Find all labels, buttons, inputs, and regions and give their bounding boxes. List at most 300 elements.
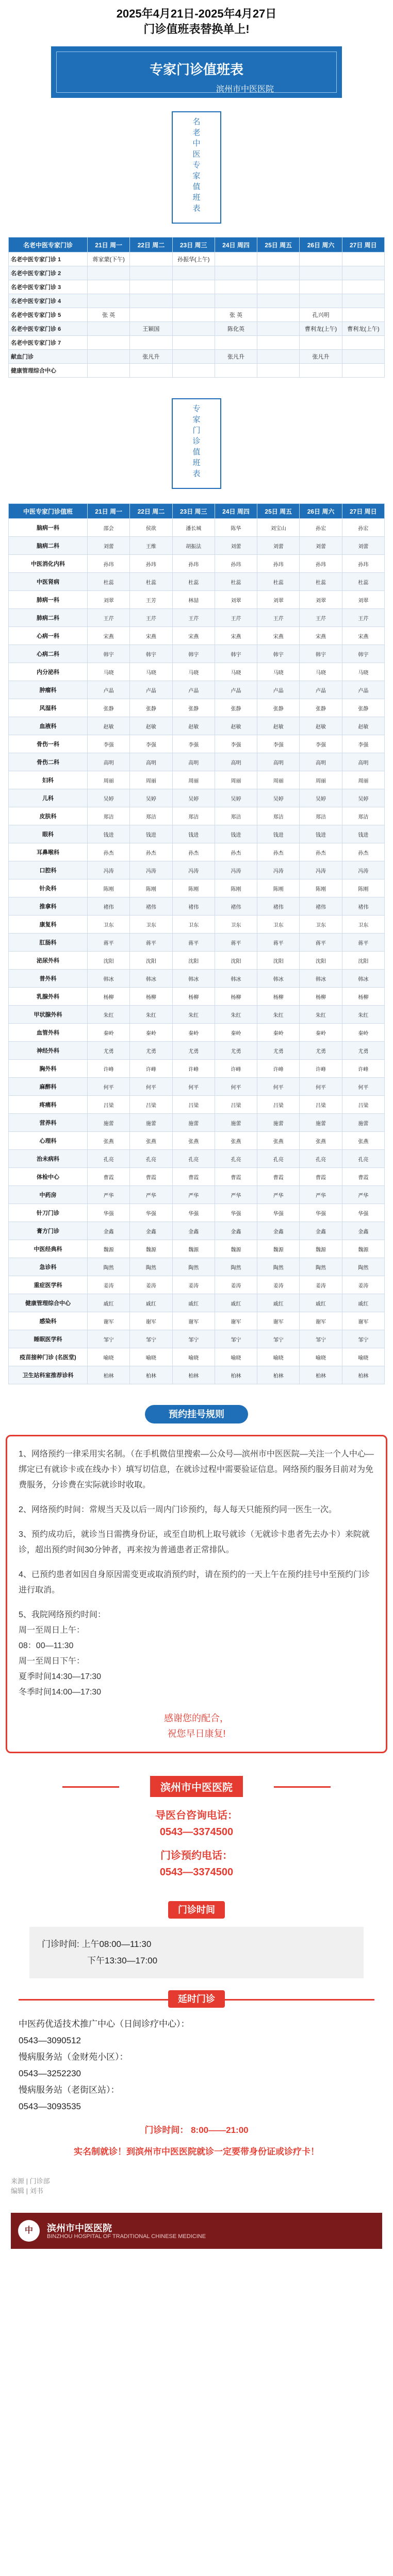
table-row [9,861,385,879]
table-row [9,1312,385,1330]
schedule-cell: 韩宇 [342,645,384,663]
schedule-cell: 卫东 [215,916,257,934]
schedule-cell: 张燕 [342,1132,384,1150]
bottom-banner [11,2213,382,2249]
header-banner [51,46,342,98]
schedule-cell: 严华 [172,1186,215,1204]
schedule-cell [300,266,342,280]
row-label: 血管外科 [9,1024,88,1042]
schedule-cell: 沈阳 [130,952,172,970]
table-row [9,1150,385,1168]
row-label: 脑病二科 [9,537,88,555]
schedule-cell: 卢晶 [88,681,130,699]
row-label: 健康管理综合中心 [9,364,88,378]
night-line[interactable]: 0543—3252230 [19,2069,81,2078]
hours-afternoon: 下午13:30—17:00 [87,1956,158,1965]
banner-title: 专家门诊值班表 [149,62,243,77]
schedule-cell: 韩冰 [88,970,130,988]
schedule-cell: 柏林 [172,1366,215,1384]
schedule-cell: 孔亮 [215,1150,257,1168]
row-label: 感染科 [9,1312,88,1330]
schedule-cell: 卢晶 [172,681,215,699]
phone-block [62,1807,331,1880]
table-header [9,238,385,252]
schedule-cell: 严华 [257,1186,300,1204]
schedule-cell: 冯涛 [300,861,342,879]
schedule-cell: 杨柳 [172,988,215,1006]
schedule-cell: 许峰 [130,1060,172,1078]
schedule-cell: 孙杰 [130,843,172,861]
schedule-cell: 张燕 [215,1132,257,1150]
schedule-cell: 朱红 [172,1006,215,1024]
schedule-cell: 戚红 [257,1294,300,1312]
column-header-day: 21日 周一 [88,504,130,519]
schedule-cell: 冯涛 [130,861,172,879]
schedule-cell: 沈阳 [172,952,215,970]
schedule-cell [257,322,300,336]
table-row [9,771,385,789]
schedule-cell: 吴婷 [342,789,384,807]
schedule-cell: 周丽 [130,771,172,789]
schedule-cell: 宋燕 [215,627,257,645]
schedule-cell: 陶然 [172,1258,215,1276]
section1-table-wrap [0,237,393,378]
schedule-cell [130,308,172,322]
table-row [9,1186,385,1204]
schedule-cell: 林喆 [172,591,215,609]
schedule-cell: 高明 [300,753,342,771]
schedule-cell: 何平 [130,1078,172,1096]
table-row [9,1240,385,1258]
schedule-cell: 杜蕊 [257,573,300,591]
schedule-cell [88,294,130,308]
column-header-day: 27日 周日 [342,238,384,252]
schedule-cell: 蒋平 [215,934,257,952]
schedule-cell: 吕梁 [88,1096,130,1114]
night-line[interactable]: 0543—3093535 [19,2102,81,2111]
schedule-cell: 喻晓 [257,1348,300,1366]
schedule-cell: 喻晓 [342,1348,384,1366]
table-row [9,1024,385,1042]
schedule-cell: 尤勇 [342,1042,384,1060]
schedule-cell: 谢军 [172,1312,215,1330]
table-row [9,1132,385,1150]
schedule-cell: 钱进 [300,825,342,843]
schedule-cell: 周丽 [300,771,342,789]
schedule-cell: 吕梁 [300,1096,342,1114]
schedule-cell: 曹霞 [257,1168,300,1186]
table-row [9,591,385,609]
schedule-cell: 张 英 [88,308,130,322]
schedule-cell: 卫东 [257,916,300,934]
schedule-cell [88,364,130,378]
schedule-cell [172,350,215,364]
column-header-day: 24日 周四 [215,238,257,252]
schedule-cell: 钱进 [342,825,384,843]
column-header-day: 26日 周六 [300,504,342,519]
week-range: 2025年4月21日-2025年4月27日 [116,7,277,20]
column-header-day: 25日 周五 [257,238,300,252]
table-row [9,879,385,897]
rule-paragraph: 5、我院网络预约时间： 周一至周日上午： 08：00—11:30 周一至周日下午： 夏季时间14:30—17:30 冬季时间14:00—17:30 [19,1611,106,1697]
table-row [9,627,385,645]
schedule-cell: 周丽 [88,771,130,789]
schedule-cell [257,364,300,378]
schedule-cell [257,336,300,350]
schedule-cell: 秦岭 [130,1024,172,1042]
schedule-cell: 尤勇 [172,1042,215,1060]
schedule-cell: 陈刚 [300,879,342,897]
schedule-cell: 魏源 [257,1240,300,1258]
table-row [9,1096,385,1114]
schedule-cell: 郑洁 [342,807,384,825]
schedule-cell: 朱红 [257,1006,300,1024]
schedule-cell: 曹利龙(上午) [300,322,342,336]
schedule-cell: 朱红 [300,1006,342,1024]
table-row [9,1330,385,1348]
schedule-cell: 吕梁 [342,1096,384,1114]
schedule-cell: 杨柳 [88,988,130,1006]
schedule-cell: 杨柳 [257,988,300,1006]
rule-paragraph: 4、已预约患者如因自身原因需变更或取消预约时，请在预约的一天上午在预约挂号中至预约门诊进行取消。 [19,1570,370,1595]
schedule-cell: 姜涛 [300,1276,342,1294]
row-label: 营养科 [9,1114,88,1132]
table-row [9,916,385,934]
schedule-cell: 杜蕊 [300,573,342,591]
table-row [9,1348,385,1366]
column-header-day: 22日 周二 [130,238,172,252]
schedule-cell: 韩宇 [172,645,215,663]
row-label: 疼痛科 [9,1096,88,1114]
schedule-cell: 曹霞 [88,1168,130,1186]
row-label: 骨伤二科 [9,753,88,771]
table-row [9,537,385,555]
schedule-cell: 王颖国 [130,322,172,336]
schedule-cell: 谢军 [342,1312,384,1330]
schedule-cell: 魏源 [172,1240,215,1258]
section2-vertical-text: 专家门诊值班表 [191,404,201,480]
schedule-cell [215,266,257,280]
table-row [9,308,385,322]
night-section [19,2016,374,2160]
schedule-cell: 吴婷 [257,789,300,807]
schedule-cell: 谢军 [300,1312,342,1330]
schedule-cell: 褚伟 [88,897,130,916]
table-row [9,364,385,378]
column-header-day: 24日 周四 [215,504,257,519]
row-label: 神经外科 [9,1042,88,1060]
schedule-cell: 钱进 [215,825,257,843]
phone1-label: 导医台咨询电话： [155,1810,238,1821]
schedule-cell [257,252,300,266]
schedule-cell: 曹霞 [300,1168,342,1186]
schedule-cell: 吕梁 [257,1096,300,1114]
night-note: 实名制就诊！到滨州市中医医院就诊一定要带身份证或诊疗卡！ [74,2147,319,2157]
schedule-cell: 许峰 [342,1060,384,1078]
schedule-cell: 孙玮 [257,555,300,573]
schedule-cell: 李强 [215,735,257,753]
schedule-cell: 褚伟 [342,897,384,916]
schedule-cell [130,294,172,308]
schedule-cell: 王维 [130,537,172,555]
schedule-cell: 柏林 [342,1366,384,1384]
schedule-cell: 沈阳 [342,952,384,970]
schedule-cell: 谢军 [215,1312,257,1330]
schedule-cell [172,322,215,336]
banner-inner [56,52,337,93]
schedule-cell: 蒋平 [257,934,300,952]
schedule-cell [88,322,130,336]
schedule-cell [342,280,384,294]
night-line: 慢病服务站（老街区站）： [19,2085,120,2095]
schedule-cell: 柏林 [215,1366,257,1384]
schedule-cell: 吴婷 [215,789,257,807]
row-label: 体检中心 [9,1168,88,1186]
schedule-cell: 孔亮 [342,1150,384,1168]
schedule-cell [342,252,384,266]
schedule-cell: 卢晶 [215,681,257,699]
schedule-cell: 卢晶 [130,681,172,699]
schedule-cell: 戚红 [172,1294,215,1312]
schedule-cell: 杜蕊 [88,573,130,591]
schedule-cell: 刘蕾 [257,537,300,555]
schedule-cell: 王芹 [342,609,384,627]
schedule-cell: 吕梁 [215,1096,257,1114]
schedule-cell [300,252,342,266]
schedule-cell: 沈阳 [215,952,257,970]
schedule-cell [130,336,172,350]
schedule-cell [215,294,257,308]
schedule-cell: 张燕 [257,1132,300,1150]
row-label: 妇科 [9,771,88,789]
schedule-cell: 张静 [257,699,300,717]
schedule-cell: 华强 [342,1204,384,1222]
schedule-cell [342,336,384,350]
table-row [9,970,385,988]
schedule-cell: 郑洁 [172,807,215,825]
schedule-cell: 姜涛 [130,1276,172,1294]
schedule-cell: 曹霞 [342,1168,384,1186]
schedule-cell [215,336,257,350]
schedule-cell: 蒋平 [88,934,130,952]
schedule-cell: 马晓 [130,663,172,681]
table-row [9,807,385,825]
schedule-cell: 施蕾 [88,1114,130,1132]
schedule-cell: 何平 [342,1078,384,1096]
schedule-cell: 宋燕 [257,627,300,645]
schedule-cell [88,266,130,280]
bottom-subtitle: BINZHOU HOSPITAL OF TRADITIONAL CHINESE MEDICINE [47,2233,206,2240]
row-label: 中医经典科 [9,1240,88,1258]
schedule-cell: 朱红 [342,1006,384,1024]
schedule-cell: 孔亮 [88,1150,130,1168]
table-row [9,1114,385,1132]
schedule-cell: 吴婷 [130,789,172,807]
table-row [9,519,385,537]
hours-box [29,1927,364,1978]
week-title [0,0,393,37]
schedule-cell: 张燕 [130,1132,172,1150]
row-label: 名老中医专家门诊 1 [9,252,88,266]
schedule-cell: 谢军 [257,1312,300,1330]
schedule-cell: 李强 [130,735,172,753]
schedule-cell: 施蕾 [300,1114,342,1132]
schedule-cell: 韩宇 [130,645,172,663]
schedule-cell: 吕梁 [172,1096,215,1114]
schedule-cell [300,364,342,378]
hours-tag: 门诊时间 [168,1901,225,1919]
table-row [9,825,385,843]
schedule-cell [130,364,172,378]
table-row [9,573,385,591]
table-row [9,1294,385,1312]
schedule-cell: 吴婷 [172,789,215,807]
schedule-cell: 宋燕 [88,627,130,645]
table-row [9,294,385,308]
phone1-number[interactable]: 0543—3374500 [159,1826,234,1838]
schedule-cell: 吴婷 [300,789,342,807]
schedule-cell: 金鑫 [88,1222,130,1240]
schedule-cell: 孙玮 [130,555,172,573]
schedule-cell: 钱进 [130,825,172,843]
schedule-cell: 陈刚 [342,879,384,897]
row-label: 名老中医专家门诊 6 [9,322,88,336]
bottom-title: 滨州市中医医院 [47,2223,112,2233]
row-label: 名老中医专家门诊 3 [9,280,88,294]
schedule-cell [257,266,300,280]
table-row [9,735,385,753]
schedule-cell: 邹宁 [172,1330,215,1348]
schedule-cell [88,350,130,364]
schedule-cell: 邵会 [88,519,130,537]
schedule-cell: 柏林 [257,1366,300,1384]
schedule-cell: 张凡升 [300,350,342,364]
schedule-cell: 卫东 [342,916,384,934]
schedule-cell: 魏源 [215,1240,257,1258]
column-header-name: 中医专家门诊值班 [9,504,88,519]
row-label: 健康管理综合中心 [9,1294,88,1312]
row-label: 心病一科 [9,627,88,645]
schedule-cell: 戚红 [300,1294,342,1312]
schedule-cell: 刘翠 [300,591,342,609]
schedule-cell: 张静 [172,699,215,717]
column-header-day: 23日 周三 [172,238,215,252]
schedule-cell: 严华 [215,1186,257,1204]
schedule-cell: 谢军 [130,1312,172,1330]
table-row [9,663,385,681]
table-row [9,789,385,807]
schedule-cell: 华强 [130,1204,172,1222]
night-line[interactable]: 0543—3090512 [19,2036,81,2045]
schedule-cell: 严华 [88,1186,130,1204]
schedule-cell: 蒋平 [172,934,215,952]
table-row [9,1078,385,1096]
schedule-cell [130,266,172,280]
table-row [9,952,385,970]
schedule-cell: 何平 [88,1078,130,1096]
schedule-cell: 陈华 [215,519,257,537]
schedule-cell: 潘长城 [172,519,215,537]
schedule-cell: 施蕾 [215,1114,257,1132]
row-label: 普外科 [9,970,88,988]
schedule-cell: 华强 [88,1204,130,1222]
column-header-day: 23日 周三 [172,504,215,519]
schedule-cell: 尤勇 [257,1042,300,1060]
schedule-cell [172,280,215,294]
column-header-day: 26日 周六 [300,238,342,252]
schedule-cell: 朱红 [130,1006,172,1024]
phone2-number[interactable]: 0543—3374500 [159,1867,234,1878]
hospital-header [62,1776,331,1797]
rules-box [6,1435,387,1753]
schedule-cell: 陈化英 [215,322,257,336]
row-label: 针灸科 [9,879,88,897]
row-label: 耳鼻喉科 [9,843,88,861]
schedule-cell [215,364,257,378]
schedule-cell: 孙杰 [257,843,300,861]
schedule-cell: 金鑫 [342,1222,384,1240]
schedule-cell: 韩宇 [300,645,342,663]
rule-paragraph: 2、网络预约时间：常规当天及以后一周内门诊预约，每人每天只能预约同一医生一次。 [19,1505,337,1514]
schedule-cell: 蒋平 [130,934,172,952]
row-label: 内分泌科 [9,663,88,681]
schedule-cell: 刘翠 [88,591,130,609]
schedule-cell: 卫东 [172,916,215,934]
table-row [9,897,385,916]
schedule-cell: 吕梁 [130,1096,172,1114]
schedule-cell: 韩冰 [172,970,215,988]
section2-vertical-label [172,398,221,489]
row-label: 儿科 [9,789,88,807]
schedule-cell: 施蕾 [257,1114,300,1132]
schedule-cell: 秦岭 [342,1024,384,1042]
divider-line [274,1786,331,1788]
schedule-cell [342,364,384,378]
schedule-cell: 何平 [172,1078,215,1096]
schedule-cell: 尤勇 [130,1042,172,1060]
row-label: 肺病二科 [9,609,88,627]
banner-subtitle: 滨州市中医医院 [216,85,274,94]
schedule-cell: 马晓 [342,663,384,681]
schedule-cell: 刘宝山 [257,519,300,537]
phone2-label: 门诊预约电话： [160,1850,233,1861]
row-label: 名老中医专家门诊 2 [9,266,88,280]
row-label: 眼科 [9,825,88,843]
schedule-cell: 赵敏 [300,717,342,735]
schedule-cell [257,350,300,364]
schedule-cell: 施蕾 [172,1114,215,1132]
row-label: 中医消化内科 [9,555,88,573]
schedule-cell: 戚红 [215,1294,257,1312]
schedule-cell: 金鑫 [300,1222,342,1240]
schedule-cell: 赵敏 [342,717,384,735]
schedule-cell [300,294,342,308]
schedule-cell: 秦岭 [172,1024,215,1042]
schedule-cell: 魏源 [130,1240,172,1258]
table-row [9,699,385,717]
schedule-cell: 高明 [257,753,300,771]
schedule-cell: 刘蕾 [215,537,257,555]
schedule-cell: 赵敏 [130,717,172,735]
row-label: 骨伤一科 [9,735,88,753]
schedule-cell: 陶然 [257,1258,300,1276]
schedule-cell: 邹宁 [88,1330,130,1348]
table-row [9,717,385,735]
schedule-cell: 赵敏 [172,717,215,735]
schedule-cell: 陈刚 [215,879,257,897]
row-label: 泌尿外科 [9,952,88,970]
schedule-cell: 孙杰 [342,843,384,861]
